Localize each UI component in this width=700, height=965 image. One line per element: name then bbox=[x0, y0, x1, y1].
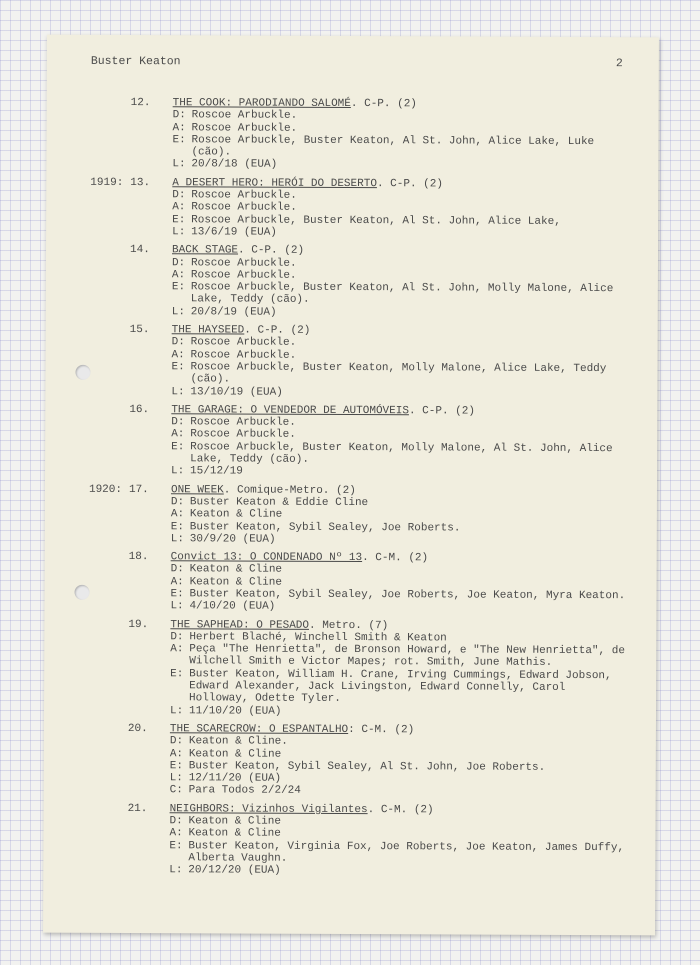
credit-key: D: bbox=[169, 815, 183, 828]
credit-key: L: bbox=[169, 864, 183, 877]
credit-key: A: bbox=[171, 269, 186, 282]
credit-value: Para Todos 2/2/24 bbox=[188, 784, 301, 798]
credit-key: D: bbox=[172, 189, 186, 202]
credit-value: Roscoe Arbuckle. bbox=[190, 428, 296, 442]
film-number: 12. bbox=[130, 97, 151, 110]
credit-key: D: bbox=[171, 336, 185, 349]
credit-value: 20/12/20 (EUA) bbox=[188, 864, 281, 877]
credit-key: L: bbox=[169, 704, 184, 717]
credit-value: Roscoe Arbuckle. bbox=[190, 336, 297, 350]
credit-row bbox=[171, 533, 657, 547]
credit-row bbox=[170, 668, 656, 707]
page-header bbox=[91, 55, 623, 70]
film-info: . C-P. (2) bbox=[238, 244, 305, 258]
credit-key: D: bbox=[172, 109, 186, 122]
film-credits bbox=[171, 496, 657, 547]
credit-row bbox=[172, 134, 658, 161]
credit-value: Roscoe Arbuckle. bbox=[191, 189, 297, 202]
film-credits bbox=[169, 815, 655, 879]
credit-value: Herbert Blaché, Winchell Smith & Keaton bbox=[189, 631, 447, 645]
credit-key: L: bbox=[172, 158, 186, 171]
credit-key: A: bbox=[169, 827, 183, 840]
film-info: . C-P. (2) bbox=[376, 177, 443, 191]
credit-key: A: bbox=[170, 575, 184, 588]
film-number: 13. bbox=[130, 176, 151, 189]
credit-row bbox=[170, 705, 656, 719]
film-credits bbox=[170, 564, 656, 615]
film-title: THE SCARECROW: O ESPANTALHO bbox=[169, 723, 349, 736]
credit-key: E: bbox=[169, 839, 183, 852]
film-credits bbox=[172, 189, 658, 240]
credit-row bbox=[172, 226, 658, 240]
credit-value: 12/11/20 (EUA) bbox=[188, 772, 282, 785]
film-title: THE SAPHEAD: O PESADO bbox=[170, 618, 310, 632]
credit-value: Keaton & Cline. bbox=[188, 735, 288, 748]
film-entry bbox=[44, 551, 656, 615]
credit-row bbox=[171, 441, 657, 468]
credit-key: C: bbox=[169, 784, 183, 797]
film-credits bbox=[170, 631, 656, 719]
film-entry bbox=[43, 802, 655, 878]
credit-key: E: bbox=[170, 588, 184, 601]
document-page bbox=[43, 35, 659, 936]
film-title: ONE WEEK bbox=[170, 483, 224, 497]
credit-value: Keaton & Cline bbox=[188, 827, 281, 841]
credit-key: A: bbox=[172, 121, 186, 134]
film-credits bbox=[172, 257, 658, 321]
film-title: A DESERT HERO: HERÓI DO DESERTO bbox=[172, 176, 377, 190]
credit-value: Peça "The Henrietta", de Bronson Howard, e "The New Henrietta", de Wilchell Smith e Victor Mapes; rot. Smith, June Mathis. bbox=[189, 643, 625, 670]
credit-key: L: bbox=[171, 305, 185, 319]
credit-key: E: bbox=[169, 760, 184, 773]
credit-value: 20/8/18 (EUA) bbox=[191, 158, 278, 172]
credit-value: 13/10/19 (EUA) bbox=[190, 385, 283, 399]
film-info: : C-M. (2) bbox=[348, 723, 415, 737]
credit-key: A: bbox=[170, 508, 185, 521]
film-entry bbox=[45, 324, 657, 400]
credit-key: L: bbox=[169, 772, 183, 785]
film-credits bbox=[171, 337, 657, 401]
credit-value: Keaton & Cline bbox=[188, 747, 282, 761]
credit-key: D: bbox=[170, 631, 184, 644]
credit-value: Roscoe Arbuckle, Buster Keaton, Molly Malone, Al St. John, Alice Lake, Teddy (cão). bbox=[190, 441, 613, 466]
film-number: 15. bbox=[129, 324, 150, 337]
credit-value: Roscoe Arbuckle. bbox=[191, 121, 298, 135]
film-entry bbox=[46, 176, 658, 240]
film-year: 1919: bbox=[90, 176, 124, 189]
credit-row bbox=[172, 159, 658, 173]
credit-value: Roscoe Arbuckle. bbox=[190, 348, 297, 362]
filmography-list bbox=[43, 97, 658, 885]
credit-value: Roscoe Arbuckle. bbox=[190, 269, 297, 282]
credit-value: 15/12/19 bbox=[190, 465, 243, 478]
film-entry bbox=[44, 618, 656, 719]
credit-value: 11/10/20 (EUA) bbox=[188, 704, 282, 718]
credit-value: Buster Keaton, William H. Crane, Irving Cummings, Edward Jobson, Edward Alexander, Jack Livingston, Edward Connelly, Carol Holloway, Odette Tyler. bbox=[189, 668, 612, 706]
credit-key: L: bbox=[171, 385, 185, 398]
credit-key: A: bbox=[171, 428, 185, 441]
credit-key: D: bbox=[170, 563, 184, 576]
film-credits bbox=[172, 110, 658, 174]
credit-key: E: bbox=[171, 440, 185, 453]
film-number: 17. bbox=[128, 483, 149, 496]
film-title: Convict 13: O CONDENADO Nº 13 bbox=[170, 551, 363, 565]
film-title: BACK STAGE bbox=[171, 244, 239, 257]
credit-key: A: bbox=[172, 201, 186, 214]
film-title: THE COOK: PARODIANDO SALOMÉ bbox=[172, 97, 351, 110]
film-number: 16. bbox=[129, 403, 150, 416]
credit-key: A: bbox=[170, 643, 184, 656]
credit-value: 4/10/20 (EUA) bbox=[189, 600, 276, 613]
credit-row bbox=[172, 306, 658, 320]
credit-value: Roscoe Arbuckle, Buster Keaton, Molly Malone, Alice Lake, Teddy (cão). bbox=[190, 361, 607, 386]
credit-row bbox=[171, 386, 657, 400]
credit-value: Roscoe Arbuckle. bbox=[191, 201, 297, 215]
credit-value: Roscoe Arbuckle, Buster Keaton, Al St. John, Alice Lake, bbox=[191, 213, 561, 228]
credit-key: E: bbox=[170, 667, 184, 681]
credit-value: Roscoe Arbuckle. bbox=[190, 256, 297, 270]
credit-value: Buster Keaton, Virginia Fox, Joe Roberts, Joe Keaton, James Duffy, Alberta Vaughn. bbox=[188, 839, 625, 865]
credit-key: L: bbox=[170, 533, 184, 546]
film-entry bbox=[46, 244, 658, 320]
film-title: NEIGHBORS: Vizinhos Vigilantes bbox=[169, 802, 368, 816]
film-info: . C-P. (2) bbox=[408, 405, 476, 418]
credit-key: D: bbox=[169, 735, 184, 748]
credit-key: A: bbox=[169, 747, 184, 760]
credit-row bbox=[169, 840, 655, 867]
credit-key: L: bbox=[171, 465, 185, 478]
film-number: 20. bbox=[127, 722, 148, 736]
credit-key: D: bbox=[170, 496, 185, 509]
film-info: . C-P. (2) bbox=[244, 324, 311, 337]
credit-key: E: bbox=[170, 520, 185, 533]
credit-row bbox=[170, 643, 656, 670]
credit-value: Buster Keaton & Eddie Cline bbox=[189, 496, 369, 509]
credit-value: Roscoe Arbuckle, Buster Keaton, Al St. John, Molly Malone, Alice Lake, Teddy (cão). bbox=[190, 281, 614, 307]
page-number: 2 bbox=[615, 57, 623, 71]
credit-key: D: bbox=[171, 416, 185, 429]
film-number: 21. bbox=[127, 802, 148, 815]
film-credits bbox=[170, 735, 656, 799]
credit-row bbox=[172, 281, 658, 308]
credit-key: D: bbox=[171, 256, 186, 269]
film-number: 18. bbox=[128, 551, 149, 564]
film-year: 1920: bbox=[88, 483, 123, 496]
credit-value: Buster Keaton, Sybil Sealey, Al St. John, Joe Roberts. bbox=[188, 760, 546, 774]
credit-key: A: bbox=[171, 348, 185, 361]
header-author: Buster Keaton bbox=[90, 54, 181, 69]
credit-row bbox=[171, 466, 657, 480]
credit-row bbox=[169, 864, 655, 878]
credit-value: Keaton & Cline bbox=[189, 575, 283, 589]
credit-value: Roscoe Arbuckle, Buster Keaton, Al St. John, Alice Lake, Luke (cão). bbox=[191, 134, 595, 159]
credit-key: E: bbox=[172, 134, 186, 147]
credit-row bbox=[171, 361, 657, 388]
credit-value: Roscoe Arbuckle. bbox=[190, 416, 296, 429]
film-entry bbox=[45, 483, 657, 547]
film-entry bbox=[46, 97, 658, 173]
film-info: . Comique-Metro. (2) bbox=[223, 484, 356, 497]
film-number: 19. bbox=[128, 618, 149, 631]
credit-row bbox=[170, 785, 656, 799]
credit-value: 13/6/19 (EUA) bbox=[191, 226, 277, 239]
credit-key: E: bbox=[171, 281, 186, 294]
credit-value: Keaton & Cline bbox=[189, 508, 283, 521]
credit-value: Keaton & Cline bbox=[188, 815, 281, 828]
credit-value: Keaton & Cline bbox=[189, 563, 283, 577]
film-entry bbox=[44, 723, 656, 799]
credit-key: E: bbox=[171, 361, 185, 374]
credit-key: L: bbox=[172, 226, 186, 239]
film-info: . C-M. (2) bbox=[362, 552, 429, 565]
credit-key: L: bbox=[170, 600, 184, 613]
film-info: . C-M. (2) bbox=[367, 803, 434, 817]
credit-value: Roscoe Arbuckle. bbox=[191, 109, 298, 123]
credit-key: E: bbox=[172, 213, 186, 226]
film-title: THE HAYSEED bbox=[171, 324, 245, 337]
credit-row bbox=[170, 600, 656, 614]
credit-value: Buster Keaton, Sybil Sealey, Joe Roberts. bbox=[189, 520, 461, 534]
credit-value: 20/8/19 (EUA) bbox=[190, 306, 277, 319]
credit-value: 30/9/20 (EUA) bbox=[189, 533, 276, 546]
credit-value: Buster Keaton, Sybil Sealey, Joe Roberts, Joe Keaton, Myra Keaton. bbox=[189, 588, 626, 603]
film-info: . Metro. (7) bbox=[308, 619, 389, 632]
film-credits bbox=[171, 416, 657, 480]
film-info: . C-P. (2) bbox=[350, 97, 417, 111]
film-number: 14. bbox=[129, 244, 150, 257]
film-entry bbox=[45, 403, 657, 479]
film-title: THE GARAGE: O VENDEDOR DE AUTOMÓVEIS bbox=[171, 404, 409, 418]
